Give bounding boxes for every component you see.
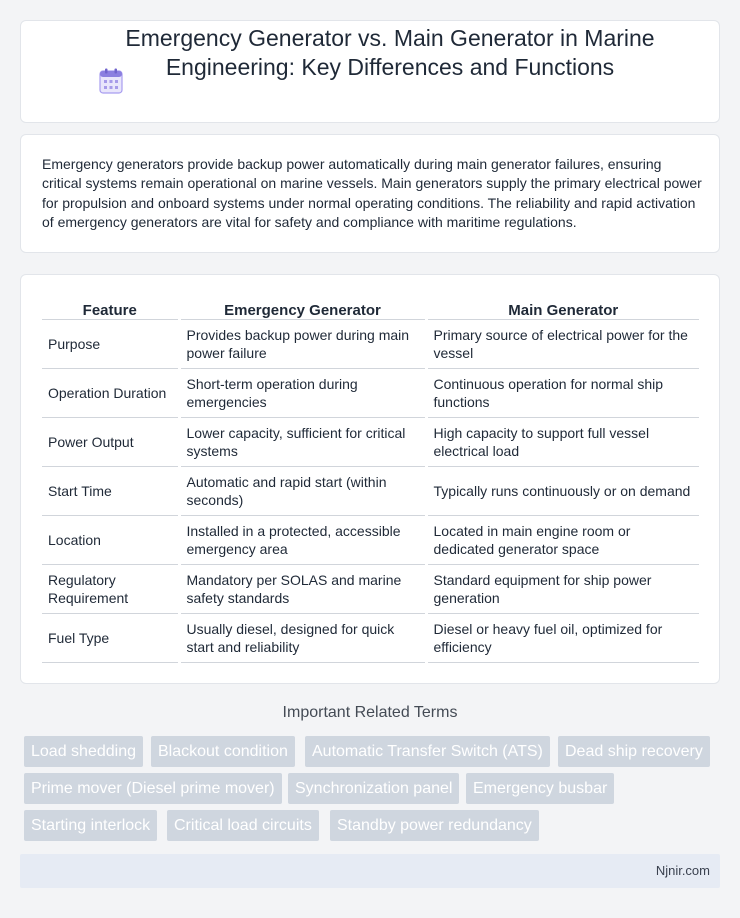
- table-cell-main: Continuous operation for normal ship functions: [426, 368, 699, 417]
- table-cell-emergency: Automatic and rapid start (within seconds): [179, 466, 426, 515]
- term-tag[interactable]: Emergency busbar: [466, 773, 614, 804]
- footer-site-link[interactable]: Njnir.com: [655, 863, 710, 878]
- column-header: Main Generator: [426, 297, 699, 319]
- term-tag[interactable]: Blackout condition: [151, 736, 295, 767]
- term-tag[interactable]: Automatic Transfer Switch (ATS): [305, 736, 550, 767]
- table-row: [42, 515, 699, 564]
- table-row: [42, 613, 699, 662]
- footer: [20, 854, 720, 888]
- table-cell-feature: Fuel Type: [42, 613, 179, 662]
- table-cell-main: Standard equipment for ship power generation: [426, 564, 699, 613]
- term-tag[interactable]: Starting interlock: [24, 810, 157, 841]
- table-cell-main: Primary source of electrical power for the vessel: [426, 319, 699, 368]
- table-cell-main: Typically runs continuously or on demand: [426, 466, 699, 515]
- related-terms-heading: Important Related Terms: [282, 704, 458, 721]
- table-cell-feature: Purpose: [42, 319, 179, 368]
- table-row: [42, 417, 699, 466]
- table-cell-emergency: Installed in a protected, accessible emergency area: [179, 515, 426, 564]
- table-cell-feature: Operation Duration: [42, 368, 179, 417]
- table-row: [42, 319, 699, 368]
- table-cell-main: High capacity to support full vessel electrical load: [426, 417, 699, 466]
- table-cell-emergency: Usually diesel, designed for quick start and reliability: [179, 613, 426, 662]
- table-header-row: [42, 297, 699, 319]
- page-title: Emergency Generator vs. Main Generator in Marine Engineering: Key Differences and Functions: [125, 25, 655, 80]
- table-row: [42, 466, 699, 515]
- table-cell-feature: Power Output: [42, 417, 179, 466]
- column-header: Feature: [42, 297, 179, 319]
- table-cell-emergency: Lower capacity, sufficient for critical systems: [179, 417, 426, 466]
- table-row: [42, 368, 699, 417]
- column-header: Emergency Generator: [179, 297, 426, 319]
- table-cell-main: Diesel or heavy fuel oil, optimized for efficiency: [426, 613, 699, 662]
- term-tag[interactable]: Critical load circuits: [167, 810, 319, 841]
- term-tag[interactable]: Prime mover (Diesel prime mover): [24, 773, 282, 804]
- table-cell-emergency: Mandatory per SOLAS and marine safety standards: [179, 564, 426, 613]
- term-tag[interactable]: Dead ship recovery: [558, 736, 710, 767]
- comparison-table: [42, 297, 699, 663]
- term-tag[interactable]: Load shedding: [24, 736, 143, 767]
- comparison-card: [20, 274, 720, 684]
- intro-paragraph: Emergency generators provide backup power automatically during main generator failures, ensuring critical systems remain operational on marine vessels. Main generators supply the primary electrical power for propulsion and onboard systems under normal operating conditions. The reliability and rapid activation of emergency generators are vital for safety and compliance with maritime regulations.: [42, 156, 702, 230]
- term-tag[interactable]: Synchronization panel: [288, 773, 459, 804]
- table-row: [42, 564, 699, 613]
- intro-card: [20, 134, 720, 253]
- term-tag[interactable]: Standby power redundancy: [330, 810, 539, 841]
- table-cell-feature: Start Time: [42, 466, 179, 515]
- table-cell-feature: Location: [42, 515, 179, 564]
- table-cell-emergency: Provides backup power during main power failure: [179, 319, 426, 368]
- table-cell-emergency: Short-term operation during emergencies: [179, 368, 426, 417]
- table-cell-main: Located in main engine room or dedicated generator space: [426, 515, 699, 564]
- table-cell-feature: Regulatory Requirement: [42, 564, 179, 613]
